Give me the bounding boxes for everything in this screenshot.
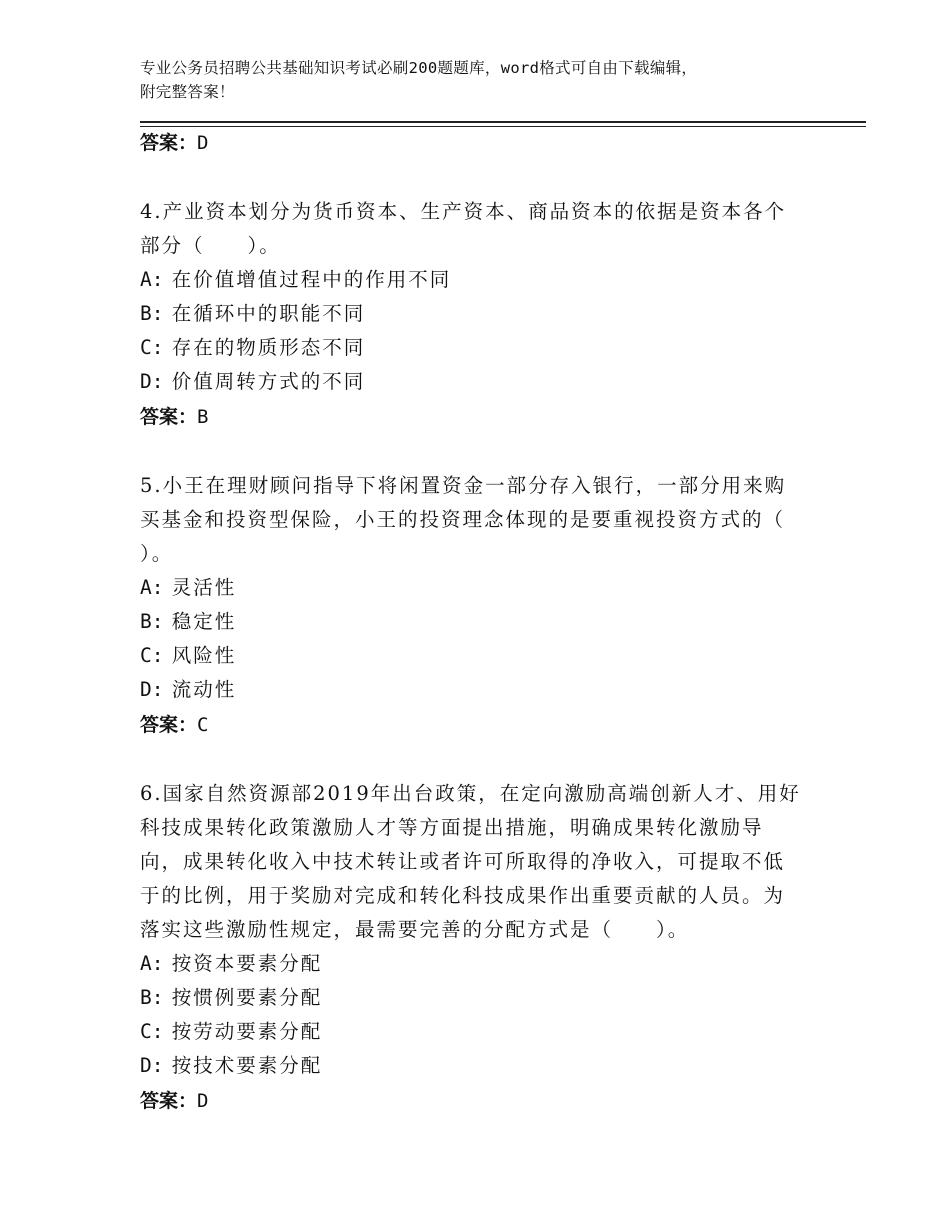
q4-option-d [140, 365, 365, 399]
question-6-line-3: 向，成果转化收入中技术转让或者许可所取得的净收入，可提取不低 [140, 850, 786, 873]
answer-value: D [197, 132, 209, 154]
answer-label: 答案： [140, 1090, 198, 1112]
option-text: 流动性 [171, 678, 237, 701]
option-letter: D: [140, 370, 164, 393]
option-letter: C: [140, 1020, 164, 1043]
answer-q5 [140, 710, 208, 740]
question-6-line-4: 于的比例，用于奖励对完成和转化科技成果作出重要贡献的人员。为 [140, 884, 786, 907]
option-text: 风险性 [171, 644, 237, 667]
option-letter: D: [140, 1054, 164, 1077]
q6-option-b [140, 981, 322, 1015]
option-text: 灵活性 [171, 576, 237, 599]
answer-q6 [140, 1086, 208, 1116]
q4-option-a [140, 263, 451, 297]
option-letter: A: [140, 952, 164, 975]
answer-label: 答案： [140, 406, 198, 428]
header-rule-thin [140, 126, 866, 127]
page-header [140, 56, 840, 104]
q6-option-a [140, 947, 322, 981]
option-text: 稳定性 [171, 610, 237, 633]
option-letter: B: [140, 986, 164, 1009]
header-rule-thick [140, 121, 866, 123]
option-letter: A: [140, 268, 164, 291]
q5-option-c [140, 639, 236, 673]
option-letter: C: [140, 336, 164, 359]
answer-value: D [197, 1090, 209, 1112]
q6-option-d [140, 1049, 322, 1083]
q5-option-b [140, 605, 236, 639]
header-line-1: 专业公务员招聘公共基础知识考试必刷200题题库，word格式可自由下载编辑， [140, 59, 698, 77]
answer-q4 [140, 402, 208, 432]
answer-label: 答案： [140, 132, 198, 154]
option-letter: D: [140, 678, 164, 701]
question-6-line-2: 科技成果转化政策激励人才等方面提出措施，明确成果转化激励导 [140, 816, 764, 839]
option-text: 在循环中的职能不同 [171, 302, 366, 325]
q5-option-a [140, 571, 236, 605]
answer-label: 答案： [140, 714, 198, 736]
question-4-line-2: 部分（ ）。 [140, 234, 281, 257]
option-text: 价值周转方式的不同 [171, 370, 366, 393]
answer-value: B [197, 406, 209, 428]
question-5-line-3: ）。 [140, 542, 174, 565]
question-6-line-1: 6.国家自然资源部2019年出台政策，在定向激励高端创新人才、用好 [140, 782, 801, 805]
question-4-line-1: 4.产业资本划分为货币资本、生产资本、商品资本的依据是资本各个 [140, 200, 787, 223]
question-4 [140, 195, 808, 263]
option-letter: C: [140, 644, 164, 667]
option-text: 按资本要素分配 [171, 952, 323, 975]
option-letter: B: [140, 610, 164, 633]
question-5-line-2: 买基金和投资型保险，小王的投资理念体现的是要重视投资方式的（ [140, 508, 786, 531]
option-text: 在价值增值过程中的作用不同 [171, 268, 452, 291]
option-text: 存在的物质形态不同 [171, 336, 366, 359]
q4-option-b [140, 297, 365, 331]
q5-option-d [140, 673, 236, 707]
option-text: 按惯例要素分配 [171, 986, 323, 1009]
option-text: 按技术要素分配 [171, 1054, 323, 1077]
option-text: 按劳动要素分配 [171, 1020, 323, 1043]
answer-value: C [197, 714, 209, 736]
question-6 [140, 777, 808, 947]
q6-option-c [140, 1015, 322, 1049]
option-letter: A: [140, 576, 164, 599]
option-letter: B: [140, 302, 164, 325]
q4-option-c [140, 331, 365, 365]
header-line-2: 附完整答案！ [140, 83, 235, 101]
answer-prev [140, 128, 208, 158]
question-5-line-1: 5.小王在理财顾问指导下将闲置资金一部分存入银行，一部分用来购 [140, 474, 787, 497]
question-6-line-5: 落实这些激励性规定，最需要完善的分配方式是（ ）。 [140, 918, 690, 941]
question-5 [140, 469, 808, 571]
